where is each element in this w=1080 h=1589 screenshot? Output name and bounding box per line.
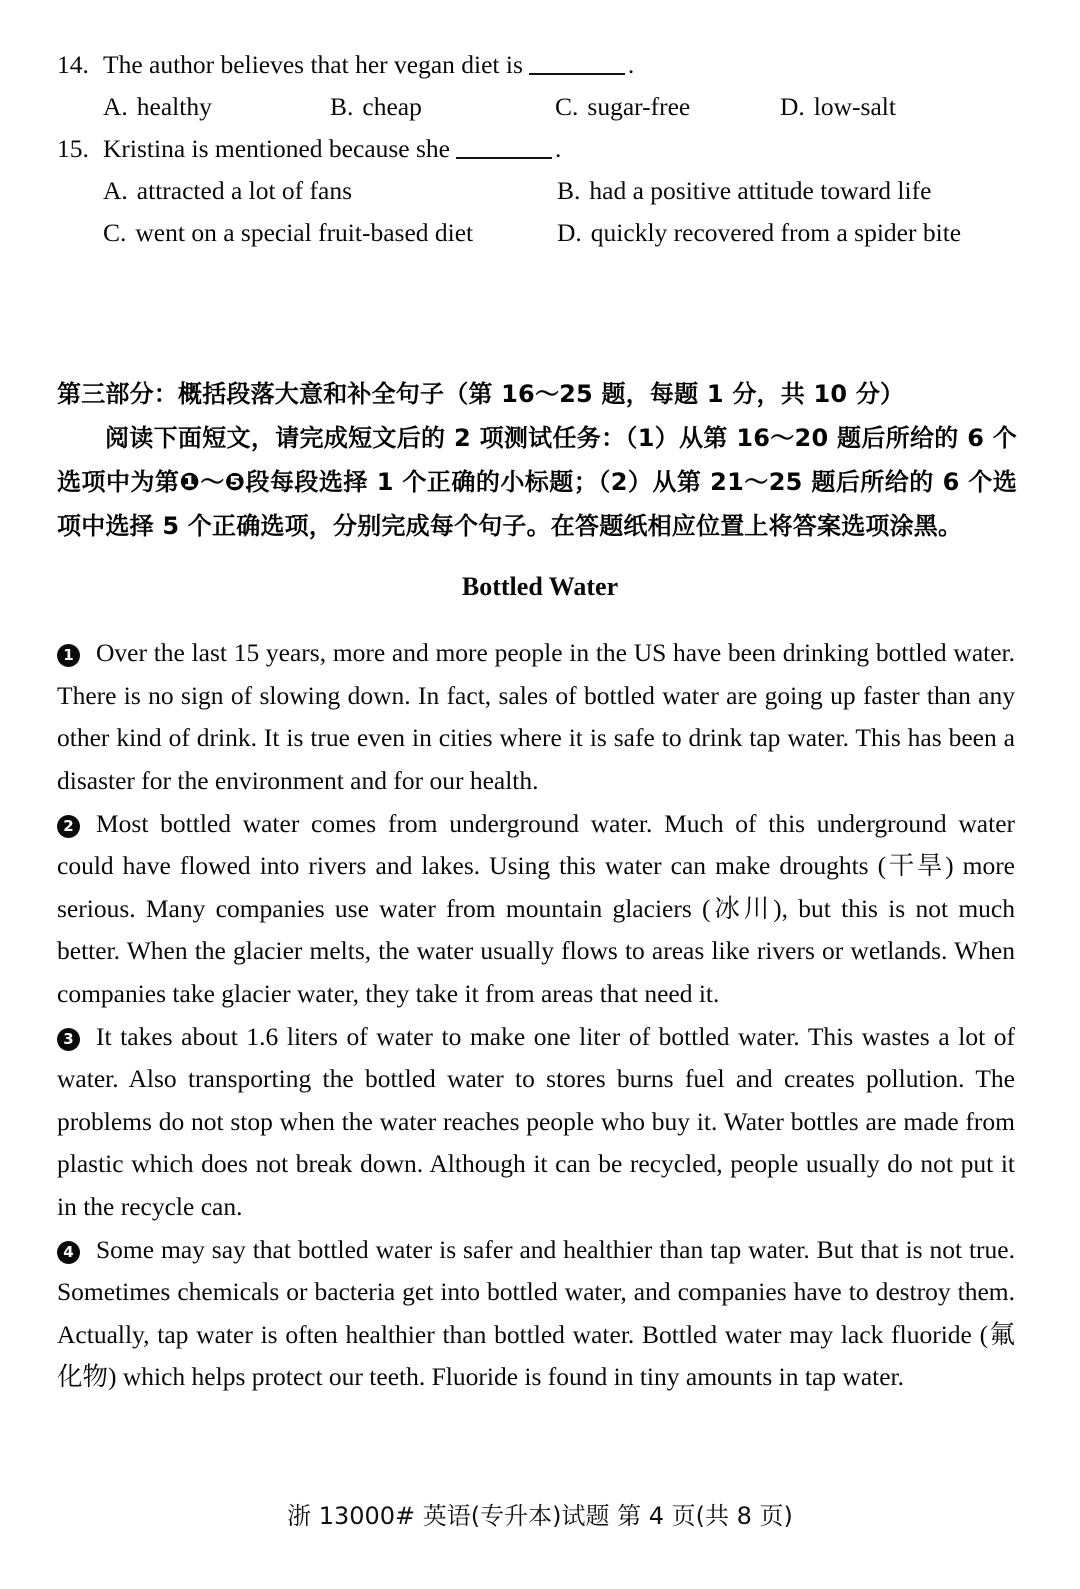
passage-paragraph-4	[57, 1229, 1015, 1399]
passage-paragraph-2-text: Most bottled water comes from underground water. Much of this underground water could have flowed into rivers and lakes. Using this water can make droughts (干旱) more serious. Many companies use water from mountain glaciers (冰川), but this is not much better. When the glacier melts, the water usually flows to areas like rivers or wetlands. When companies take glacier water, they take it from areas that need it.	[57, 808, 1015, 1008]
passage-paragraph-1-text: Over the last 15 years, more and more people in the US have been drinking bottled water. There is no sign of slowing down. In fact, sales of bottled water are going up faster than any other kind of drink. It is true even in cities where it is safe to drink tap water. This has been a disaster for the environment and for our health.	[57, 638, 1015, 795]
question-14-option-b[interactable]: B. cheap	[330, 92, 422, 121]
question-14-blank[interactable]	[529, 55, 625, 75]
passage-body	[57, 632, 1015, 1399]
question-15-stem-text: Kristina is mentioned because she	[103, 134, 450, 163]
question-15-blank[interactable]	[456, 139, 552, 159]
multiple-choice-block	[57, 44, 1017, 254]
question-15-option-b[interactable]: B. had a positive attitude toward life	[557, 176, 932, 205]
question-15-period: .	[555, 134, 562, 163]
question-14-text	[103, 44, 634, 86]
section-three-heading: 第三部分：概括段落大意和补全句子（第 16～25 题，每题 1 分，共 10 分）	[57, 380, 905, 408]
question-15-stem	[57, 128, 1017, 170]
question-15-number: 15.	[57, 134, 89, 163]
question-14-option-d[interactable]: D. low-salt	[780, 92, 896, 121]
passage-paragraph-4-text: Some may say that bottled water is safer and healthier than tap water. But that is not true. Sometimes chemicals or bacteria get into bottled water, and companies have to destroy them. Actually, tap water is often healthier than bottled water. Bottled water may lack fluoride (氟化物) which helps protect our teeth. Fluoride is found in tiny amounts in tap water.	[57, 1234, 1015, 1391]
question-15-option-a[interactable]: A. attracted a lot of fans	[103, 176, 353, 205]
paragraph-marker-2-icon: 2	[57, 815, 80, 838]
passage-title: Bottled Water	[461, 572, 619, 601]
passage-paragraph-3-text: It takes about 1.6 liters of water to make one liter of bottled water. This wastes a lot of water. Also transporting the bottled water to stores burns fuel and creates pollution. The problems do not stop when the water reaches people who buy it. Water bottles are made from plastic which does not break down. Although it can be recycled, people usually do not put it in the recycle can.	[57, 1021, 1015, 1221]
passage-paragraph-1	[57, 632, 1015, 802]
question-14-period: .	[627, 50, 635, 79]
question-15-option-c[interactable]: C. went on a special fruit-based diet	[103, 218, 474, 247]
paragraph-marker-1-icon: 1	[57, 644, 80, 667]
page-footer: 浙 13000# 英语(专升本)试题 第 4 页(共 8 页)	[287, 1502, 793, 1530]
passage-paragraph-2	[57, 803, 1015, 1016]
question-15-option-d[interactable]: D. quickly recovered from a spider bite	[557, 218, 962, 247]
paragraph-marker-3-icon: 3	[57, 1028, 80, 1051]
question-14-stem-text: The author believes that her vegan diet is	[103, 50, 523, 79]
question-15-options-row-1	[57, 170, 1017, 212]
question-14-option-c[interactable]: C. sugar-free	[555, 92, 691, 121]
question-14-stem	[57, 44, 1017, 86]
paragraph-marker-4-icon: 4	[57, 1241, 80, 1264]
question-15-text	[103, 128, 561, 170]
passage-paragraph-3	[57, 1016, 1015, 1229]
question-14-option-a[interactable]: A. healthy	[103, 92, 212, 121]
question-15-options-row-2	[57, 212, 1017, 254]
section-three-block	[57, 372, 1017, 548]
section-three-instructions: 阅读下面短文，请完成短文后的 2 项测试任务：（1）从第 16～20 题后所给的 6 个选项中为第❶～❺段每段选择 1 个正确的小标题；（2）从第 21～25 题后所给的 6 个选项中选择 5 个正确选项，分别完成每个句子。在答题纸相应位置上将答案选项涂黑。	[57, 424, 1017, 540]
question-14-options	[57, 86, 1017, 128]
question-14-number: 14.	[57, 50, 89, 79]
